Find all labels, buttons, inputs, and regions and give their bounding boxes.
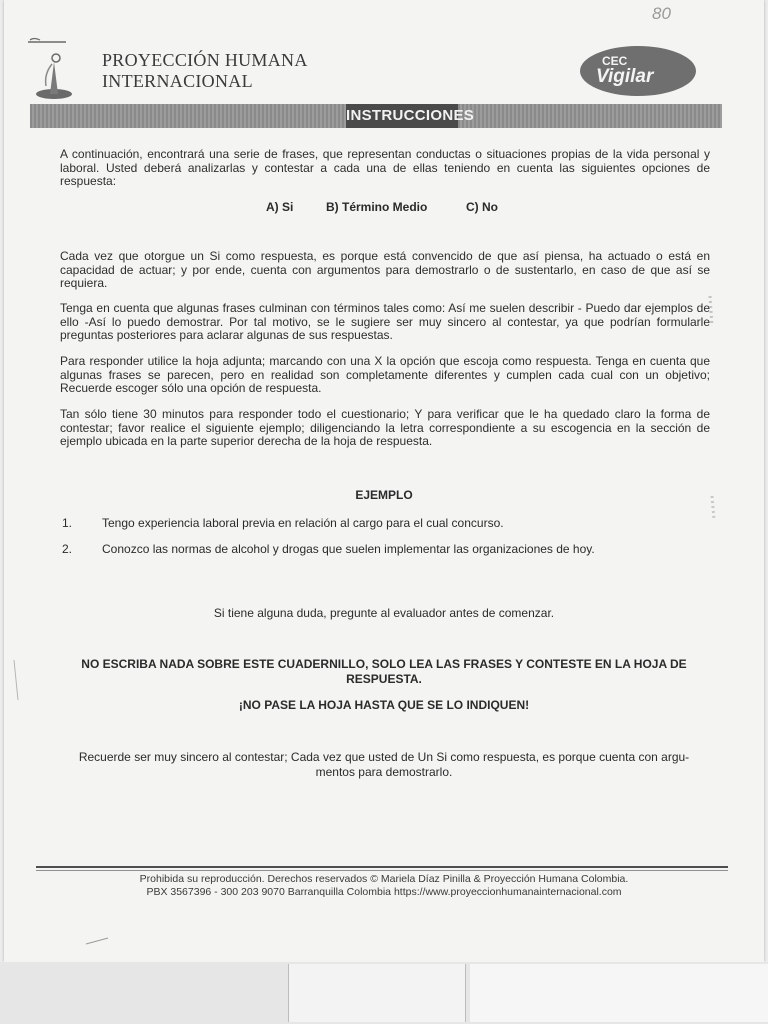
reminder-line1: Recuerde ser muy sincero al contestar; Cada vez que usted de Un Si como respuesta, es porque cuenta con argu- <box>78 750 690 764</box>
badge-large-text: Vigilar <box>596 66 654 87</box>
example-item-number: 2. <box>62 542 73 556</box>
option-b: B) Término Medio <box>326 200 428 214</box>
doubt-notice: Si tiene alguna duda, pregunte al evaluador antes de comenzar. <box>213 606 555 620</box>
option-c: C) No <box>466 200 498 214</box>
example-item-text: Tengo experiencia laboral previa en relación al cargo para el cual concurso. <box>102 516 504 530</box>
intro-paragraph: A continuación, encontrará una serie de frases, que representan conductas o situaciones propias de la vida personal y laboral. Usted deberá analizarlas y contestar a cada una de ellas teniendo en cuenta las siguientes opciones de respuesta: <box>60 147 710 188</box>
document-page <box>4 0 764 962</box>
organization-name <box>102 50 308 92</box>
org-name-line1: PROYECCIÓN HUMANA <box>102 50 308 70</box>
logo-icon <box>26 36 82 106</box>
folder-tab <box>288 964 466 1022</box>
paragraph-2: Tenga en cuenta que algunas frases culminan con términos tales como: Así me suelen describir - Puedo dar ejemplos de ello -Así lo puedo demostrar. Por tal motivo, se le sugiere ser muy sincero al contestar, ya que podrían formularle preguntas posteriores para aclarar algunas de sus respuestas. <box>60 301 710 342</box>
example-item-number: 1. <box>62 516 73 530</box>
footer-divider <box>36 866 728 868</box>
badge-small-text: CEC <box>602 54 628 68</box>
paragraph-4: Tan sólo tiene 30 minutos para responder todo el cuestionario; Y para verificar que le ha quedado claro la forma de contestar; favor realice el siguiente ejemplo; diligenciando la letra correspondiente a su escogencia en la sección de ejemplo ubicada en la parte superior derecha de la hoja de respuesta. <box>60 407 710 448</box>
scan-artifacts <box>4 0 764 962</box>
warning-line1: NO ESCRIBA NADA SOBRE ESTE CUADERNILLO, SOLO LEA LAS FRASES Y CONTESTE EN LA HOJA DE <box>81 657 687 671</box>
example-title: EJEMPLO <box>355 488 413 502</box>
scanner-background <box>0 962 768 1024</box>
paragraph-1: Cada vez que otorgue un Si como respuesta, es porque está convencido de que así piensa, ha actuado o está en capacidad de actuar; y por ende, cuenta con argumentos para demostrarlo o de sustentarlo, en caso de que así se requiera. <box>60 249 710 290</box>
org-name-line2: INTERNACIONAL <box>102 71 253 91</box>
no-pass-notice: ¡NO PASE LA HOJA HASTA QUE SE LO INDIQUEN! <box>238 698 530 712</box>
cec-vigilar-logo <box>580 46 696 96</box>
paragraph-3: Para responder utilice la hoja adjunta; marcando con una X la opción que escoja como respuesta. Tenga en cuenta que algunas frases se parecen, pero en realidad son completamente diferentes y cumplen cada cual con un objetivo; Recuerde escoger sólo una opción de respuesta. <box>60 354 710 395</box>
folder-tab-right <box>470 964 768 1022</box>
footer-divider-thin <box>36 870 728 871</box>
section-title: INSTRUCCIONES <box>346 104 458 128</box>
footer-copyright: Prohibida su reproducción. Derechos reservados © Mariela Díaz Pinilla & Proyección Humana Colombia. <box>139 873 629 885</box>
section-header-band <box>30 104 722 128</box>
footer-contact: PBX 3567396 - 300 203 9070 Barranquilla Colombia https://www.proyeccionhumanainternacional.com <box>146 886 622 898</box>
warning-line2: RESPUESTA. <box>346 672 422 686</box>
reminder-line2: mentos para demostrarlo. <box>315 765 453 779</box>
example-item-text: Conozco las normas de alcohol y drogas que suelen implementar las organizaciones de hoy. <box>102 542 595 556</box>
page-mark: 80 <box>652 4 671 23</box>
option-a: A) Si <box>266 200 294 214</box>
